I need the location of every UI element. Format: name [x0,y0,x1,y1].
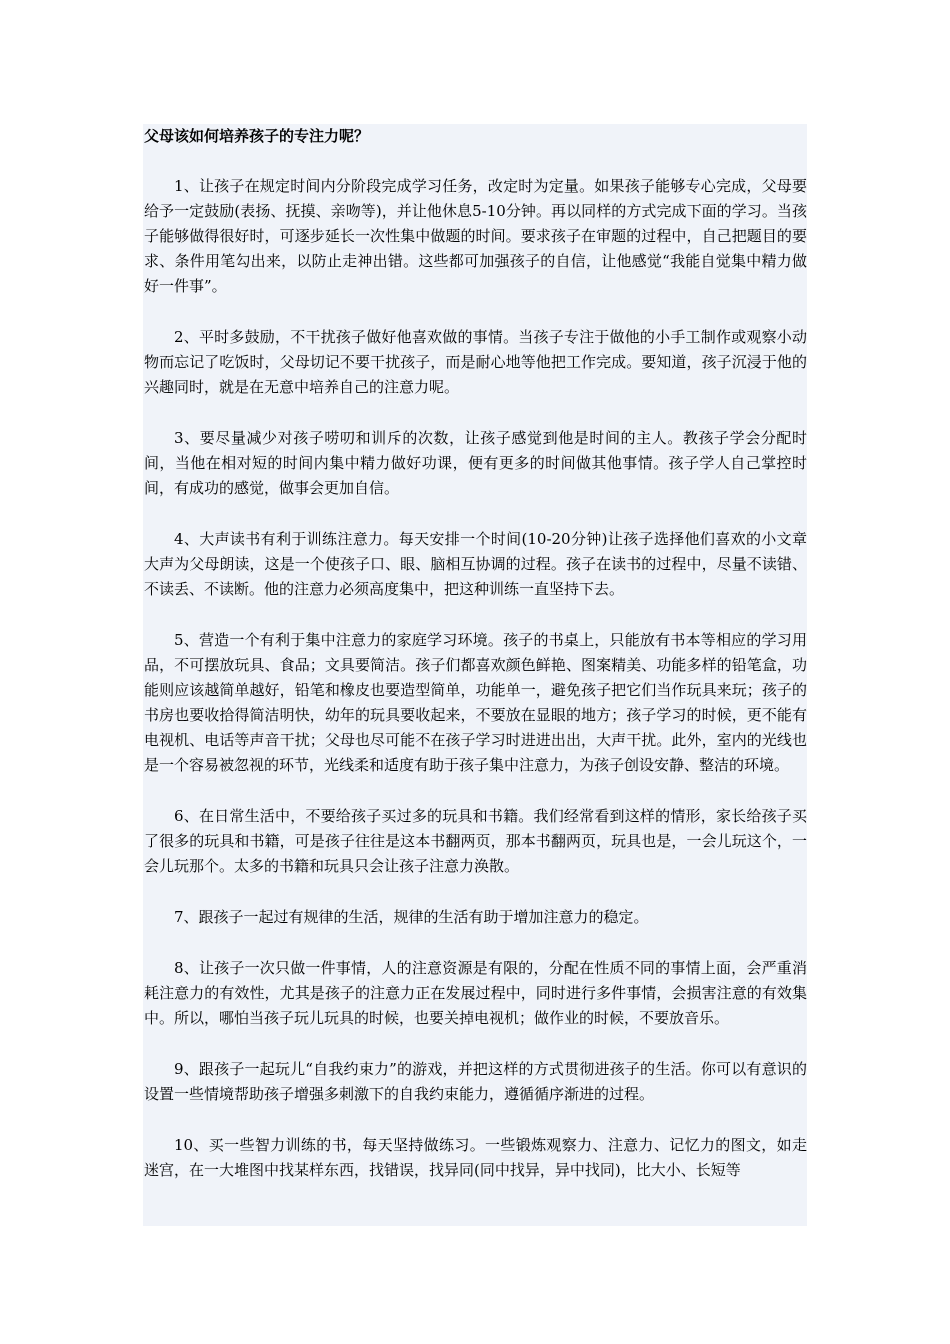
paragraph-7: 7、跟孩子一起过有规律的生活，规律的生活有助于增加注意力的稳定。 [174,908,649,926]
article-title: 父母该如何培养孩子的专注力呢？ [144,127,370,145]
article-body [143,124,807,1226]
paragraph-5: 5、营造一个有利于集中注意力的家庭学习环境。孩子的书桌上，只能放有书本等相应的学习用品，不可摆放玩具、食品；文具要简洁。孩子们都喜欢颜色鲜艳、图案精美、功能多样的铅笔盒，功能则应该越简单越好，铅笔和橡皮也要造型简单，功能单一，避免孩子把它们当作玩具来玩；孩子的书房也要收拾得简洁明快，幼年的玩具要收起来，不要放在显眼的地方；孩子学习的时候，更不能有电视机、电话等声音干扰；父母也尽可能不在孩子学习时进进出出，大声干扰。此外，室内的光线也是一个容易被忽视的环节，光线柔和适度有助于孩子集中注意力，为孩子创设安静、整洁的环境。 [144,631,807,774]
paragraph-4: 4、大声读书有利于训练注意力。每天安排一个时间(10-20分钟)让孩子选择他们喜欢的小文章大声为父母朗读，这是一个使孩子口、眼、脑相互协调的过程。孩子在读书的过程中，尽量不读错、不读丢、不读断。他的注意力必须高度集中，把这种训练一直坚持下去。 [144,530,807,598]
paragraph-9: 9、跟孩子一起玩儿“自我约束力”的游戏，并把这样的方式贯彻进孩子的生活。你可以有意识的设置一些情境帮助孩子增强多刺激下的自我约束能力，遵循循序渐进的过程。 [144,1060,807,1103]
paragraph-8: 8、让孩子一次只做一件事情，人的注意资源是有限的，分配在性质不同的事情上面，会严重消耗注意力的有效性，尤其是孩子的注意力正在发展过程中，同时进行多件事情，会损害注意的有效集中。所以，哪怕当孩子玩儿玩具的时候，也要关掉电视机；做作业的时候，不要放音乐。 [144,959,807,1027]
paragraph-2: 2、平时多鼓励，不干扰孩子做好他喜欢做的事情。当孩子专注于做他的小手工制作或观察小动物而忘记了吃饭时，父母切记不要干扰孩子，而是耐心地等他把工作完成。要知道，孩子沉浸于他的兴趣同时，就是在无意中培养自己的注意力呢。 [144,328,807,396]
paragraph-6: 6、在日常生活中，不要给孩子买过多的玩具和书籍。我们经常看到这样的情形，家长给孩子买了很多的玩具和书籍，可是孩子往往是这本书翻两页，那本书翻两页，玩具也是，一会儿玩这个，一会儿玩那个。太多的书籍和玩具只会让孩子注意力涣散。 [144,807,807,875]
paragraph-10: 10、买一些智力训练的书，每天坚持做练习。一些锻炼观察力、注意力、记忆力的图文，如走迷宫，在一大堆图中找某样东西，找错误，找异同(同中找异，异中找同)，比大小、长短等 [144,1136,807,1179]
paragraph-3: 3、要尽量减少对孩子唠叨和训斥的次数，让孩子感觉到他是时间的主人。教孩子学会分配时间，当他在相对短的时间内集中精力做好功课，便有更多的时间做其他事情。孩子学人自己掌控时间，有成功的感觉，做事会更加自信。 [144,429,807,497]
paragraph-1: 1、让孩子在规定时间内分阶段完成学习任务，改定时为定量。如果孩子能够专心完成，父母要给予一定鼓励(表扬、抚摸、亲吻等)，并让他休息5-10分钟。再以同样的方式完成下面的学习。当孩子能够做得很好时，可逐步延长一次性集中做题的时间。要求孩子在审题的过程中，自己把题目的要求、条件用笔勾出来，以防止走神出错。这些都可加强孩子的自信，让他感觉“我能自觉集中精力做好一件事”。 [144,177,807,295]
